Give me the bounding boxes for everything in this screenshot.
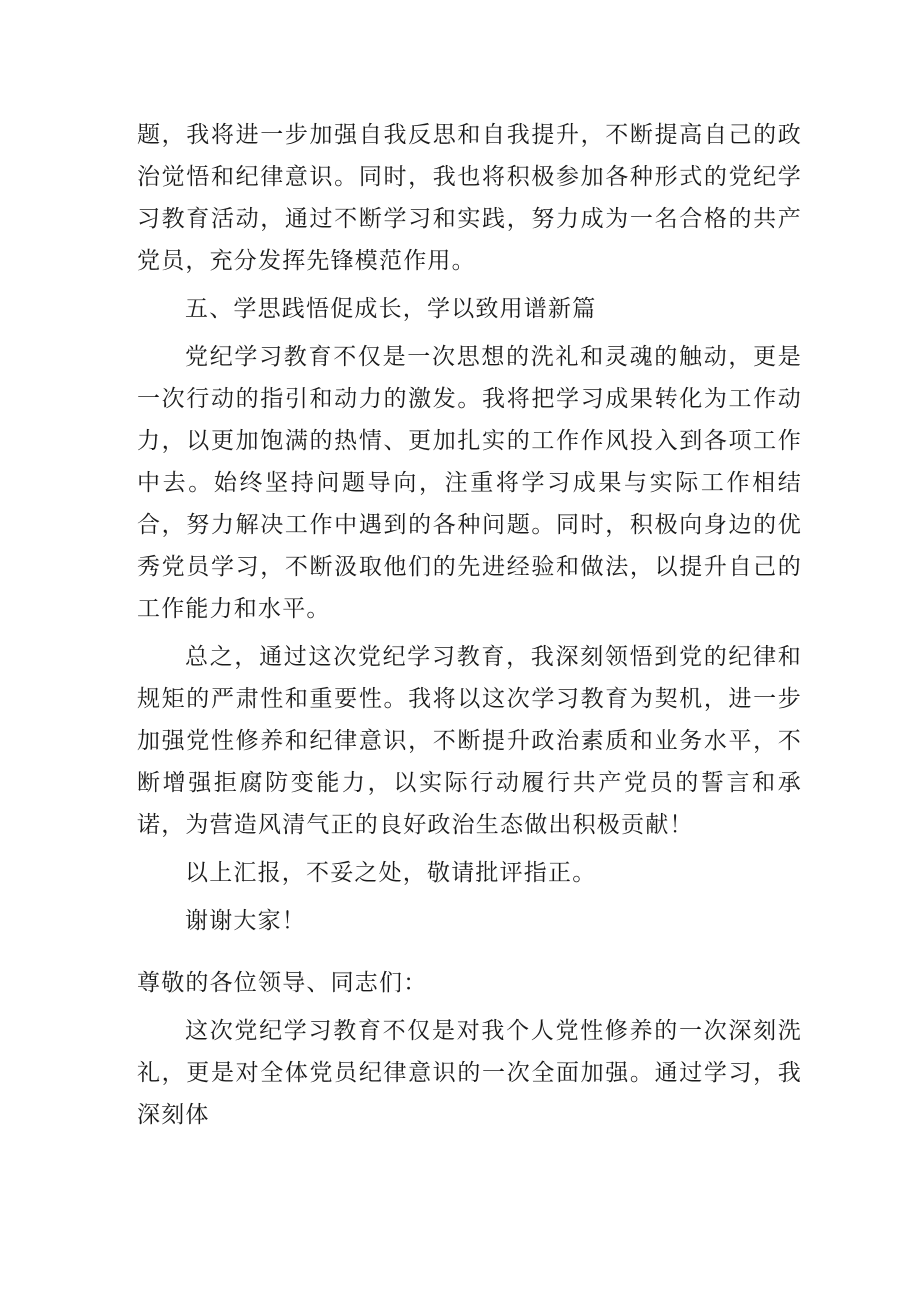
document-body [137, 114, 802, 1136]
closing-thanks: 谢谢大家！ [185, 908, 306, 934]
section-heading: 五、学思践悟促成长，学以致用谱新篇 [185, 296, 597, 322]
paragraph-opening: 这次党纪学习教育不仅是对我个人党性修养的一次深刻洗礼，更是对全体党员纪律意识的一次全面加强。通过学习，我深刻体 [137, 1018, 802, 1128]
closing-request: 以上汇报，不妥之处，敬请批评指正。 [185, 860, 597, 886]
salutation: 尊敬的各位领导、同志们： [137, 970, 428, 996]
paragraph-body: 党纪学习教育不仅是一次思想的洗礼和灵魂的触动，更是一次行动的指引和动力的激发。我将把学习成果转化为工作动力，以更加饱满的热情、更加扎实的工作作风投入到各项工作中去。始终坚持问题导向，注重将学习成果与实际工作相结合，努力解决工作中遇到的各种问题。同时，积极向身边的优秀党员学习，不断汲取他们的先进经验和做法，以提升自己的工作能力和水平。 [137, 344, 802, 622]
paragraph-continuation: 题，我将进一步加强自我反思和自我提升，不断提高自己的政治觉悟和纪律意识。同时，我也将积极参加各种形式的党纪学习教育活动，通过不断学习和实践，努力成为一名合格的共产党员，充分发挥先锋模范作用。 [137, 122, 802, 274]
paragraph-conclusion: 总之，通过这次党纪学习教育，我深刻领悟到党的纪律和规矩的严肃性和重要性。我将以这次学习教育为契机，进一步加强党性修养和纪律意识，不断提升政治素质和业务水平，不断增强拒腐防变能力，以实际行动履行共产党员的誓言和承诺，为营造风清气正的良好政治生态做出积极贡献！ [137, 644, 802, 838]
